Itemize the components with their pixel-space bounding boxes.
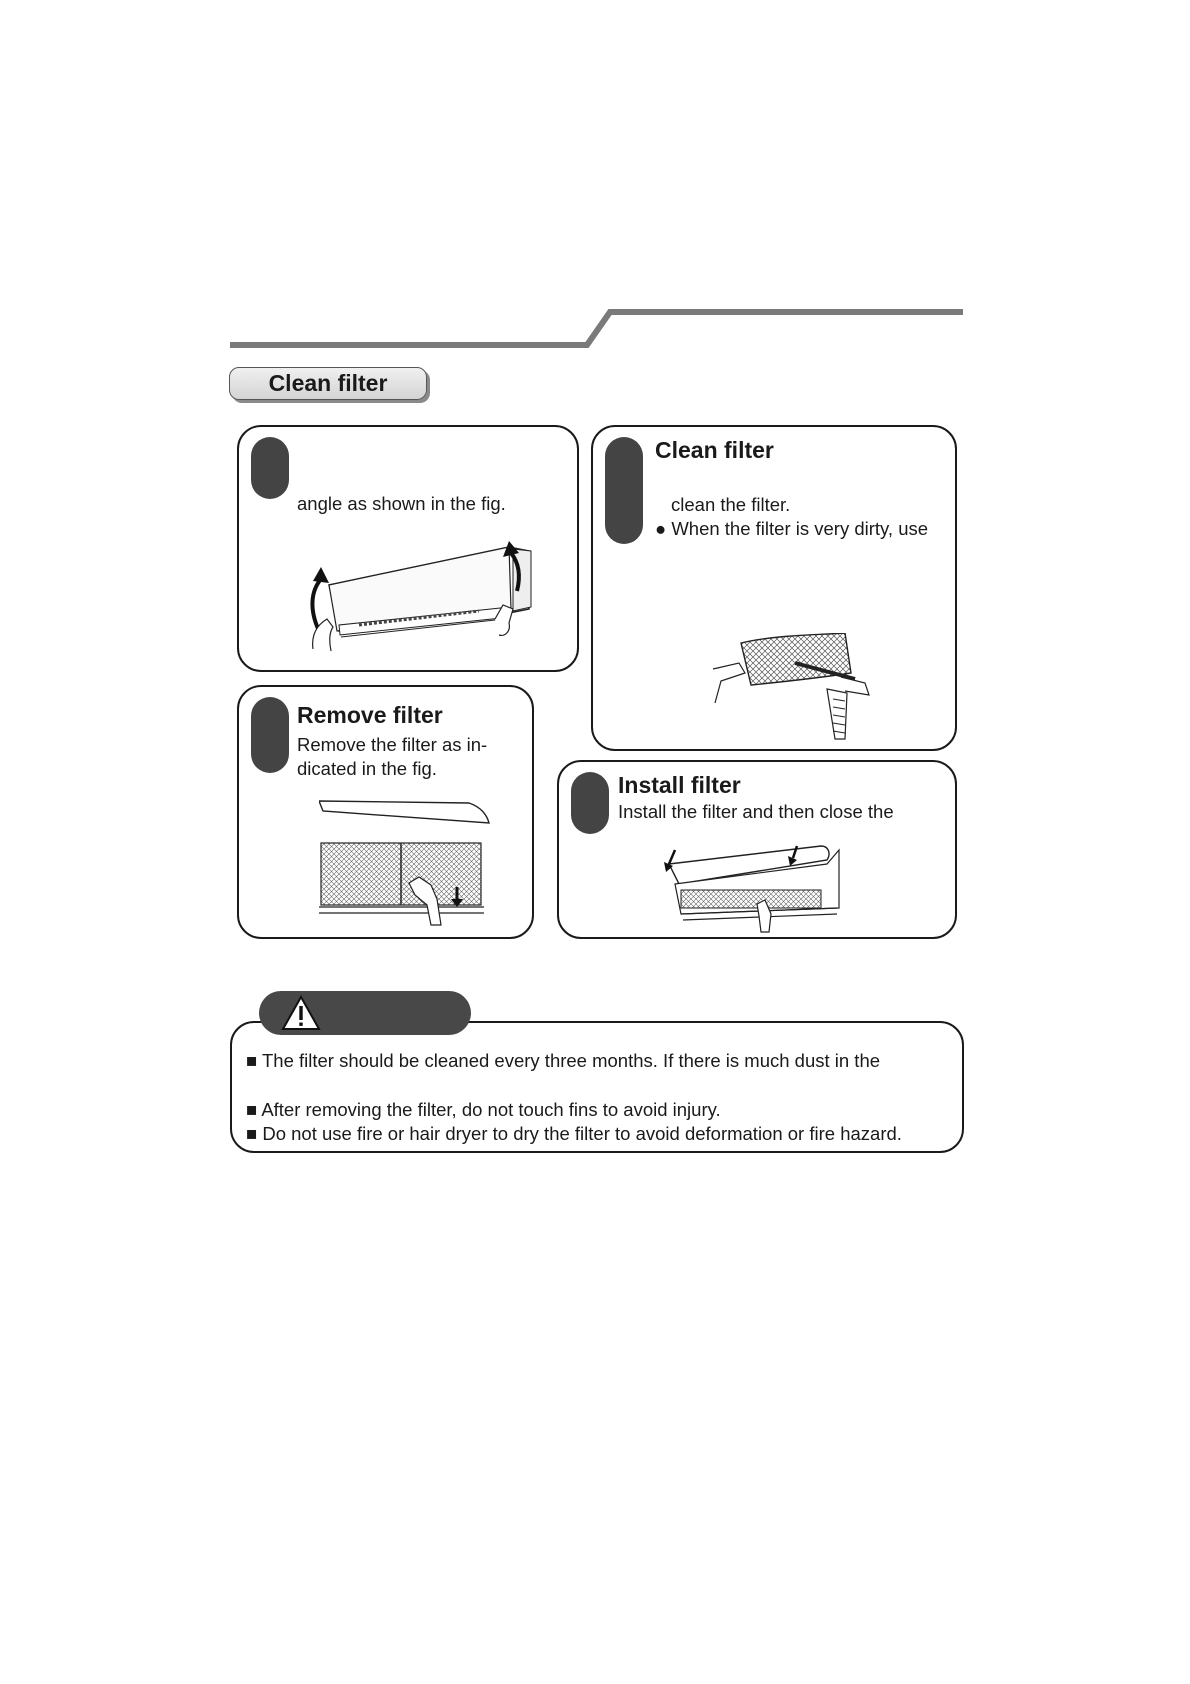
step-clean-filter-line-2 — [655, 517, 928, 541]
step-clean-filter-text-1: clean the filter. — [671, 494, 791, 515]
open-panel-illustration — [299, 539, 539, 657]
warning-line-1 — [246, 1049, 880, 1073]
warning-line-3 — [246, 1122, 902, 1146]
step-remove-filter-box — [237, 685, 534, 939]
step-clean-filter-box — [591, 425, 957, 751]
step-open-panel-text: angle as shown in the fig. — [297, 493, 506, 514]
step-number-tab — [571, 772, 609, 834]
warning-line-2 — [246, 1098, 721, 1122]
warning-bullet: ■ — [246, 1099, 258, 1120]
step-install-filter-text: Install the filter and then close the — [618, 801, 894, 822]
warning-text: The filter should be cleaned every three months. If there is much dust in the — [262, 1050, 881, 1071]
step-remove-filter-text-2: dicated in the fig. — [297, 758, 437, 779]
section-title-text: Clean filter — [268, 370, 388, 396]
step-remove-filter-text-1: Remove the filter as in- — [297, 734, 488, 755]
bullet-dot: ● — [655, 518, 667, 539]
step-install-filter-title: Install filter — [618, 772, 741, 798]
step-number-tab — [605, 437, 643, 544]
step-number-tab — [251, 437, 289, 499]
warning-box — [230, 1021, 964, 1153]
install-filter-illustration — [661, 844, 861, 934]
step-clean-filter-title: Clean filter — [655, 437, 774, 463]
step-remove-filter-title: Remove filter — [297, 702, 443, 728]
clean-filter-illustration — [705, 633, 885, 741]
warning-text: Do not use fire or hair dryer to dry the filter to avoid deformation or fire hazard. — [262, 1123, 902, 1144]
step-install-filter-box — [557, 760, 957, 939]
step-number-tab — [251, 697, 289, 773]
remove-filter-illustration — [319, 799, 499, 927]
warning-header-tab — [259, 991, 471, 1035]
header-rule — [0, 0, 1190, 360]
step-open-panel-box — [237, 425, 579, 672]
section-title — [229, 367, 427, 400]
warning-bullet: ■ — [246, 1123, 258, 1144]
warning-triangle-icon — [281, 995, 321, 1031]
warning-bullet: ■ — [246, 1050, 258, 1071]
step-clean-filter-text-2: When the filter is very dirty, use — [671, 518, 929, 539]
warning-text: After removing the filter, do not touch fins to avoid injury. — [261, 1099, 721, 1120]
